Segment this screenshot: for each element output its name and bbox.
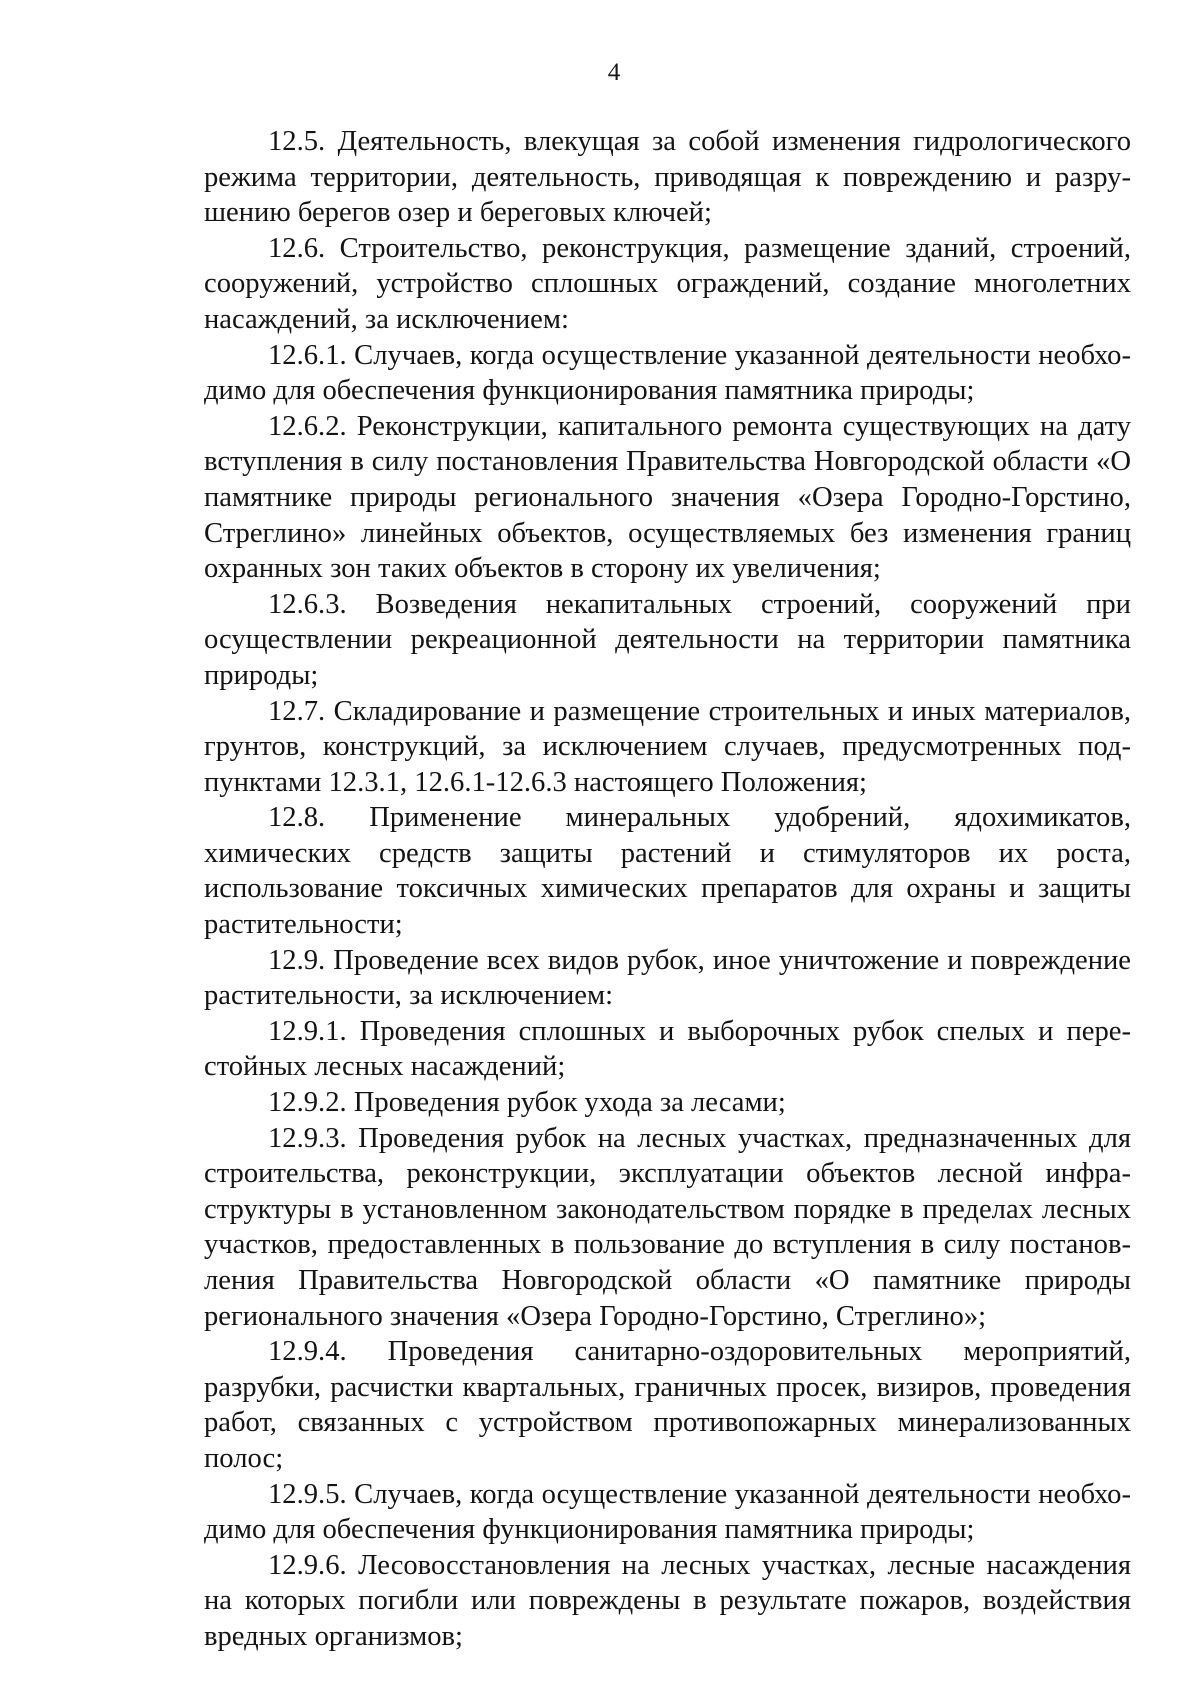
clause-12-9-4: 12.9.4. Проведения санитарно-оздоровительных мероприятий, разрубки, расчистки квартальных, граничных просек, визиров, проведения работ, связанных с устройством противопожарных минерализованных полос; <box>204 1336 1131 1474</box>
clause-12-6-1: 12.6.1. Случаев, когда осуществление указанной деятельности необходимо для обеспечения функционирования памятника природы; <box>204 339 1131 407</box>
clause-12-9-2: 12.9.2. Проведения рубок ухода за лесами; <box>268 1087 786 1119</box>
clause-12-9-3: 12.9.3. Проведения рубок на лесных участках, предназначенных для строительства, реконструкции, эксплуатации объектов лесной инфраструктуры в установленном законодательством порядке в пределах лесных участков, предоставленных в пользование до вступления в силу постановления Правительства Новгородской области «О памятнике природы регионального значения «Озера Городно-Горстино, Стреглино»; <box>204 1122 1131 1332</box>
clause-12-9: 12.9. Проведение всех видов рубок, иное уничтожение и повреждение растительности, за исключением: <box>204 944 1131 1012</box>
document-body <box>204 124 1131 1655</box>
clause-12-8: 12.8. Применение минеральных удобрений, ядохимикатов, химических средств защиты растений и стимуляторов их роста, использование токсичных химических препаратов для охраны и защиты растительности; <box>204 802 1131 941</box>
clause-12-9-6: 12.9.6. Лесовосстановления на лесных участках, лесные насаждения на которых погибли или повреждены в результате пожаров, воздействия вредных организмов; <box>204 1549 1131 1652</box>
clause-12-5: 12.5. Деятельность, влекущая за собой изменения гидрологического режима территории, деятельность, приводящая к повреждению и разрушению берегов озер и береговых ключей; <box>204 126 1131 229</box>
clause-12-6: 12.6. Строительство, реконструкция, размещение зданий, строений, сооружений, устройство сплошных ограждений, создание многолетних насаждений, за исключением: <box>204 232 1131 335</box>
clause-12-9-5: 12.9.5. Случаев, когда осуществление указанной деятельности необходимо для обеспечения функционирования памятника природы; <box>204 1478 1131 1546</box>
clause-12-9-1: 12.9.1. Проведения сплошных и выборочных рубок спелых и перестойных лесных насаждений; <box>204 1015 1131 1083</box>
page-number: 4 <box>607 59 621 86</box>
clause-12-6-2: 12.6.2. Реконструкции, капитального ремонта существующих на дату вступления в силу постановления Правительства Новгородской области «О памятнике природы регионального значения «Озера Городно-Горстино, Стреглино» линейных объектов, осуществляемых без изменения границ охранных зон таких объектов в сторону их увеличения; <box>204 410 1131 585</box>
clause-12-7: 12.7. Складирование и размещение строительных и иных материалов, грунтов, конструкций, за исключением случаев, предусмотренных подпунктами 12.3.1, 12.6.1-12.6.3 настоящего Положения; <box>204 695 1131 798</box>
clause-12-6-3: 12.6.3. Возведения некапитальных строений, сооружений при осуществлении рекреационной деятельности на территории памятника природы; <box>204 588 1131 691</box>
